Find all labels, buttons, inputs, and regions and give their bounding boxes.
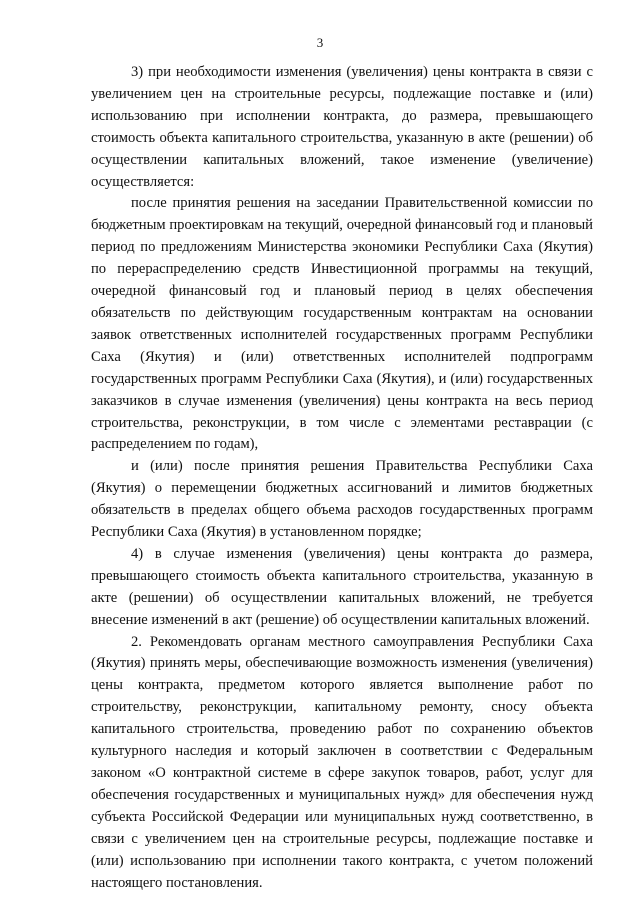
paragraph-government-decision: и (или) после принятия решения Правительства Республики Саха (Якутия) о перемещении бюджетных ассигнований и лимитов бюджетных обязательств в пределах общего объема расходов государственных программ Республики Саха (Якутия) в установленном порядке; xyxy=(91,458,593,541)
page-number: 3 xyxy=(316,35,324,50)
paragraph-item-4: 4) в случае изменения (увеличения) цены контракта до размера, превышающего стоимость объекта капитального строительства, указанную в акте (решении) об осуществлении капитальных вложений, не требуется внесение изменений в акт (решение) об осуществлении капитальных вложений. xyxy=(91,545,593,628)
document-body xyxy=(91,62,593,894)
paragraph-after-commission-decision: после принятия решения на заседании Правительственной комиссии по бюджетным проектировкам на текущий, очередной финансовый год и плановый период по предложениям Министерства экономики Республики Саха (Якутия) по перераспределению средств Инвестиционной программы на текущий, очередной финансовый год и плановый период в целях обеспечения обязательств по действующим государственным контрактам на основании заявок ответственных исполнителей государственных программ Республики Саха (Якутия) и (или) ответственных исполнителей подпрограмм государственных программ Республики Саха (Якутия), и (или) государственных заказчиков в случае изменения (увеличения) цены контракта на весь период строительства, реконструкции, в том числе с элементами реставрации (с распределением по годам), xyxy=(91,195,593,453)
paragraph-section-2: 2. Рекомендовать органам местного самоуправления Республики Саха (Якутия) принять меры, обеспечивающие возможность изменения (увеличения) цены контракта, предметом которого является выполнение работ по строительству, реконструкции, капитальному ремонту, сносу объекта капитального строительства, проведению работ по сохранению объектов культурного наследия и который заключен в соответствии с Федеральным законом «О контрактной системе в сфере закупок товаров, работ, услуг для обеспечения государственных и муниципальных нужд» для обеспечения нужд субъекта Российской Федерации или муниципальных нужд соответственно, в связи с увеличением цен на строительные ресурсы, подлежащие поставке и (или) использованию при исполнении такого контракта, с учетом положений настоящего постановления. xyxy=(91,633,593,891)
paragraph-item-3: 3) при необходимости изменения (увеличения) цены контракта в связи с увеличением цен на строительные ресурсы, подлежащие поставке и (или) использованию при исполнении контракта, до размера, превышающего стоимость объекта капитального строительства, указанную в акте (решении) об осуществлении капитальных вложений, такое изменение (увеличение) осуществляется: xyxy=(91,64,593,190)
